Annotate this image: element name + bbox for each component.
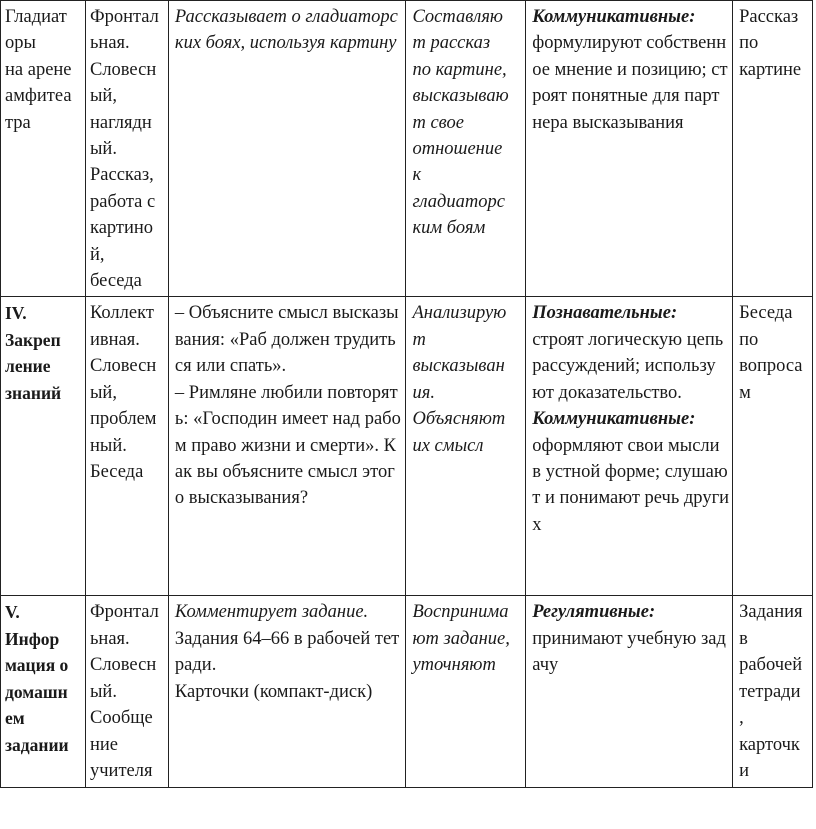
result-text: и [739,760,749,781]
stage-text: оры [5,33,36,54]
teacher-activity-cell [168,297,406,596]
student-activity-cell [406,596,526,788]
uud-text: строят логическую цепь рассуждений; используют доказательство. [532,329,724,403]
stage-text: задании [5,734,69,755]
result-text: Беседа [739,303,793,324]
form-text: ый, [89,86,117,107]
student-text: уточняют [412,655,496,676]
form-text: наглядн [89,112,152,133]
student-text: ия. [412,382,435,403]
student-text: ким боям [412,218,486,239]
student-text: гладиаторс [412,191,505,212]
form-text: ый. [89,139,117,160]
student-text: высказываю [412,86,509,107]
student-text: их смысл [412,435,484,456]
table-row [1,1,813,297]
form-text: Сообще [89,708,153,729]
result-text: картине [739,59,802,80]
form-text: Рассказ, [89,165,154,186]
stage-text: знаний [5,382,62,403]
uud-heading: Познавательные: [532,303,678,324]
stage-text: ем [5,708,25,729]
student-text: т рассказ [412,33,491,54]
stage-text: ление [5,356,51,377]
result-text: , [739,708,744,729]
form-cell [85,297,168,596]
form-cell [85,1,168,297]
form-text: ивная. [89,329,140,350]
stage-text: мация о [5,655,69,676]
teacher-text: Задания 64–66 в рабочей тетради. [174,628,400,676]
student-text: Анализирую [412,303,507,324]
stage-text: тра [5,112,31,133]
teacher-text: – Римляне любили повторять: «Господин имеет над рабом право жизни и смерти». Как вы объясните смысл этого высказывания? [174,382,401,509]
form-text: ый, [89,382,117,403]
form-text: ьная. [89,628,130,649]
result-text: в [739,628,748,649]
form-text: ый. [89,681,117,702]
result-text: карточк [739,734,800,755]
form-text: учителя [89,760,153,781]
uud-heading: Коммуникативные: [532,409,696,430]
stage-cell [1,596,86,788]
teacher-text: Рассказывает о гладиаторских боях, используя картину [174,7,398,54]
form-text: беседа [89,271,142,292]
uud-heading: Коммуникативные: [532,7,696,27]
uud-heading: Регулятивные: [532,602,656,623]
student-text: Воспринима [412,602,509,623]
result-text: м [739,382,751,403]
table-row [1,596,813,788]
table-row [1,297,813,596]
form-text: работа с [89,191,156,212]
student-text: к [412,165,422,186]
uud-text: оформляют свои мысли в устной форме; слушают и понимают речь других [532,435,730,535]
student-text: т [412,329,426,350]
stage-cell [1,297,86,596]
result-text: тетради [739,681,801,702]
student-text: по картине, [412,59,507,80]
form-text: Фронтал [89,7,159,27]
uud-text: формулируют собственное мнение и позицию; строят понятные для партнера высказывания [532,33,728,133]
form-text: Фронтал [89,602,159,623]
result-cell [733,596,813,788]
form-text: ние [89,734,118,755]
form-text: Словесн [89,356,157,377]
student-text: Составляю [412,7,503,27]
form-text: й, [89,244,105,265]
teacher-activity-cell [168,1,406,297]
result-cell [733,1,813,297]
uud-text: принимают учебную задачу [532,628,726,676]
stage-text: на арене [5,59,72,80]
form-text: ный. [89,435,127,456]
student-text: ют задание, [412,628,510,649]
stage-text: домашн [5,681,68,702]
stage-text: Закреп [5,329,61,350]
form-text: Беседа [89,461,144,482]
form-text: Словесн [89,59,157,80]
result-text: по [739,33,759,54]
uud-cell [526,596,733,788]
student-text: т свое [412,112,464,133]
result-text: по [739,329,759,350]
form-text: ьная. [89,33,130,54]
stage-text: V. [5,602,20,623]
form-text: картино [89,218,154,239]
teacher-text: Карточки (компакт-диск) [174,681,373,702]
stage-text: амфитеа [5,86,72,107]
student-activity-cell [406,297,526,596]
student-text: высказыван [412,356,505,377]
result-text: Рассказ [739,7,799,27]
stage-text: Инфор [5,628,60,649]
student-activity-cell [406,1,526,297]
result-cell [733,297,813,596]
teacher-text: Комментирует задание. [174,602,369,623]
teacher-activity-cell [168,596,406,788]
teacher-text: – Объясните смысл высказывания: «Раб должен трудиться или спать». [174,303,399,377]
result-text: Задания [739,602,803,623]
stage-text: IV. [5,303,27,324]
stage-cell [1,1,86,297]
form-text: Коллект [89,303,154,324]
form-text: Словесн [89,655,157,676]
result-text: рабочей [739,655,803,676]
form-cell [85,596,168,788]
form-text: проблем [89,409,157,430]
student-text: Объясняют [412,409,506,430]
uud-cell [526,1,733,297]
uud-cell [526,297,733,596]
result-text: вопроса [739,356,803,377]
stage-text: Гладиат [5,7,67,27]
student-text: отношение [412,139,503,160]
